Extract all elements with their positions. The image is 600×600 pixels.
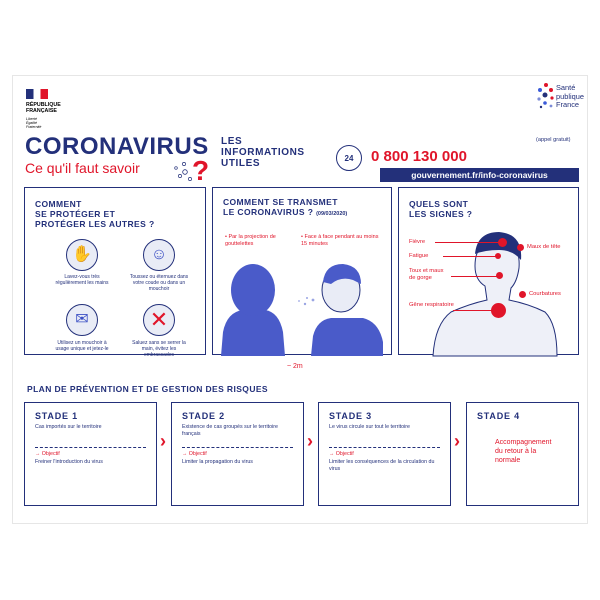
stage-3-objective-label: → Objectif xyxy=(329,451,354,457)
transmission-title xyxy=(223,197,388,219)
stage-2-objective: Limiter la propagation du virus xyxy=(182,459,253,465)
torso-illustration xyxy=(429,220,559,356)
gov-name: RÉPUBLIQUE FRANÇAISE xyxy=(26,102,61,114)
chest-marker xyxy=(491,303,506,318)
info-url[interactable]: gouvernement.fr/info-coronavirus xyxy=(380,168,579,182)
protect-title-line-1: COMMENT xyxy=(35,199,82,209)
info-label-line-1: LES xyxy=(221,136,243,147)
agency-name: Santé publique France xyxy=(556,83,584,110)
sign-aches: Courbatures xyxy=(529,291,561,297)
subtitle: Ce qu'il faut savoir xyxy=(25,160,140,176)
poster xyxy=(12,75,588,524)
protect-item-3: Utilisez un mouchoir à usage unique et jetez-le xyxy=(55,340,109,352)
transmission-date: (09/03/2020) xyxy=(316,211,348,217)
stage-4-label: STADE 4 xyxy=(477,411,520,421)
stage-1-divider xyxy=(35,447,146,448)
arrow-1-icon: › xyxy=(160,431,166,451)
cough-line xyxy=(451,276,497,277)
dots-logo-icon xyxy=(536,82,556,112)
transmission-title-line-1: COMMENT SE TRANSMET xyxy=(223,197,338,207)
transmission-title-line-2 xyxy=(223,207,388,219)
aches-marker xyxy=(519,291,526,298)
headache-marker xyxy=(517,244,524,251)
signs-panel xyxy=(398,187,579,355)
protect-title-line-2: SE PROTÉGER ET xyxy=(35,209,116,219)
cough-elbow-icon: ☺ xyxy=(143,239,175,271)
stage-2-label: STADE 2 xyxy=(182,411,225,421)
protect-title xyxy=(35,199,200,229)
stage-3-objective: Limiter les conséquences de la circulation du virus xyxy=(329,459,435,472)
stage-1-card xyxy=(24,402,157,506)
protect-item-1: Lavez-vous très régulièrement les mains xyxy=(55,274,109,286)
breath-line xyxy=(453,310,493,311)
signs-title xyxy=(409,199,499,219)
protect-panel xyxy=(24,187,206,358)
protect-item-2: Toussez ou éternuez dans votre coude ou dans un mouchoir xyxy=(129,274,189,292)
info-label-line-2: INFORMATIONS xyxy=(221,147,305,158)
sign-cough: Toux et maux de gorge xyxy=(409,268,444,281)
transmission-point-2: • Face à face pendant au moins 15 minutes xyxy=(301,234,379,247)
signs-title-line-2: LES SIGNES ? xyxy=(409,209,473,219)
transmission-point-1: • Par la projection de gouttelettes xyxy=(225,234,276,247)
info-label xyxy=(221,136,307,169)
fever-line xyxy=(435,242,499,243)
svg-text:?: ? xyxy=(192,155,210,186)
plan-title: PLAN DE PRÉVENTION ET DE GESTION DES RISQUES xyxy=(27,384,268,394)
agency-logo xyxy=(536,81,586,115)
stage-1-desc: Cas importés sur le territoire xyxy=(35,424,102,430)
marianne-icon xyxy=(26,89,48,99)
wash-hands-icon: ✋ xyxy=(66,239,98,271)
free-call-note: (appel gratuit) xyxy=(536,137,571,143)
arrow-3-icon: › xyxy=(454,431,460,451)
tissue-icon: ✉ xyxy=(66,304,98,336)
phone-number[interactable]: 0 800 130 000 xyxy=(371,148,467,165)
no-handshake-icon: ✕ xyxy=(143,304,175,336)
signs-title-line-1: QUELS SONT xyxy=(409,199,469,209)
stage-1-objective-label: → Objectif xyxy=(35,451,60,457)
main-title: CORONAVIRUS xyxy=(25,133,209,160)
stage-3-divider xyxy=(329,447,440,448)
gov-motto: Liberté Égalité Fraternité xyxy=(26,117,42,129)
transmission-title-question: LE CORONAVIRUS ? xyxy=(223,207,314,217)
arrow-2-icon: › xyxy=(307,431,313,451)
stage-1-label: STADE 1 xyxy=(35,411,78,421)
stage-3-card xyxy=(318,402,451,506)
sign-breath: Gêne respiratoire xyxy=(409,302,454,308)
distance-label: ~ 2m xyxy=(287,363,303,370)
protect-title-line-3: PROTÉGER LES AUTRES ? xyxy=(35,219,155,229)
fatigue-line xyxy=(443,256,496,257)
stage-3-desc: Le virus circule sur tout le territoire xyxy=(329,424,410,430)
hours-label: 24 xyxy=(344,154,354,163)
stage-2-desc: Existence de cas groupés sur le territoire français xyxy=(182,424,278,437)
two-people-illustration xyxy=(213,252,393,356)
transmission-panel xyxy=(212,187,392,370)
fever-marker xyxy=(498,238,507,247)
stage-4-desc: Accompagnement du retour à la normale xyxy=(495,439,552,464)
info-label-line-3: UTILES xyxy=(221,158,261,169)
virus-question-icon xyxy=(168,144,210,186)
stage-2-objective-label: → Objectif xyxy=(182,451,207,457)
protect-item-4: Saluez sans se serrer la main, évitez les embrassades xyxy=(132,340,186,358)
stage-4-card xyxy=(466,402,579,506)
sign-headache: Maux de tête xyxy=(527,244,561,250)
phone-24h-icon xyxy=(336,145,362,171)
stage-2-card xyxy=(171,402,304,506)
stage-2-divider xyxy=(182,447,293,448)
sign-fatigue: Fatigue xyxy=(409,253,429,259)
stage-3-label: STADE 3 xyxy=(329,411,372,421)
stage-1-objective: Freiner l'introduction du virus xyxy=(35,459,103,465)
throat-marker xyxy=(496,272,503,279)
republic-logo xyxy=(26,89,81,134)
sign-fever: Fièvre xyxy=(409,239,426,245)
